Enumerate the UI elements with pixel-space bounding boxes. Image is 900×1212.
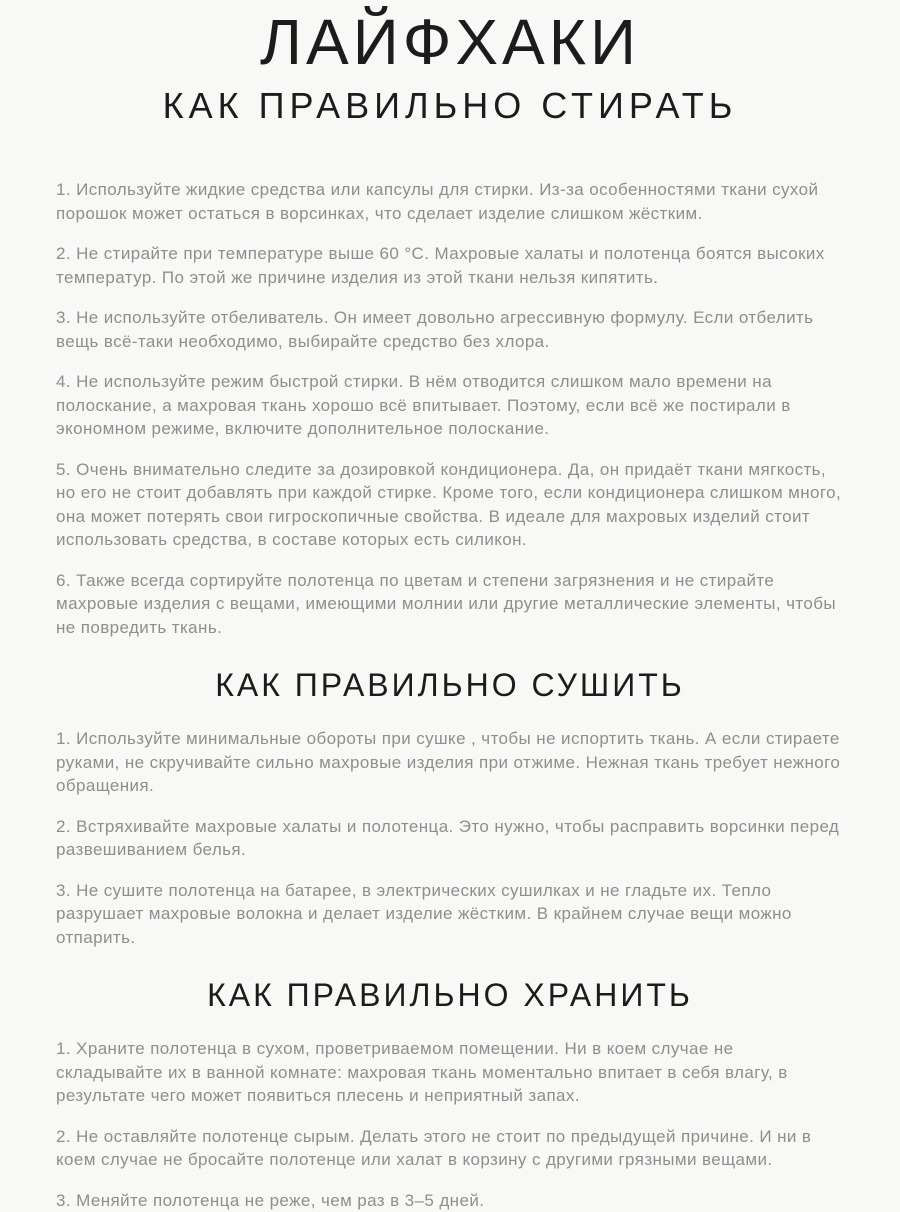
lifehacks-page bbox=[0, 4, 900, 1204]
page-title: ЛАЙФХАКИ bbox=[56, 4, 844, 80]
storing-tip-2: 2. Не оставляйте полотенце сырым. Делать этого не стоит по предыдущей причине. И ни в коем случае не бросайте полотенце или халат в корзину с другими грязными вещами. bbox=[56, 1125, 844, 1172]
section-heading-drying: КАК ПРАВИЛЬНО СУШИТЬ bbox=[56, 666, 844, 704]
washing-tip-6: 6. Также всегда сортируйте полотенца по цветам и степени загрязнения и не стирайте махровые изделия с вещами, имеющими молнии или другие металлические элементы, чтобы не повредить ткань. bbox=[56, 569, 844, 640]
section-washing bbox=[56, 178, 844, 639]
washing-tip-5: 5. Очень внимательно следите за дозировкой кондиционера. Да, он придаёт ткани мягкость, но его не стоит добавлять при каждой стирке. Кроме того, если кондиционера слишком много, она может потерять свои гигроскопичные свойства. В идеале для махровых изделий стоит использовать средства, в составе которых есть силикон. bbox=[56, 458, 844, 552]
section-storing bbox=[56, 976, 844, 1212]
page-subtitle: КАК ПРАВИЛЬНО СТИРАТЬ bbox=[56, 84, 844, 128]
drying-tip-1: 1. Используйте минимальные обороты при сушке , чтобы не испортить ткань. А если стираете руками, не скручивайте сильно махровые изделия при отжиме. Нежная ткань требует нежного обращения. bbox=[56, 727, 844, 798]
drying-tip-3: 3. Не сушите полотенца на батарее, в электрических сушилках и не гладьте их. Тепло разрушает махровые волокна и делает изделие жёстким. В крайнем случае вещи можно отпарить. bbox=[56, 879, 844, 950]
section-drying bbox=[56, 666, 844, 949]
washing-tip-2: 2. Не стирайте при температуре выше 60 °С. Махровые халаты и полотенца боятся высоких температур. По этой же причине изделия из этой ткани нельзя кипятить. bbox=[56, 242, 844, 289]
section-heading-storing: КАК ПРАВИЛЬНО ХРАНИТЬ bbox=[56, 976, 844, 1014]
storing-tip-1: 1. Храните полотенца в сухом, проветриваемом помещении. Ни в коем случае не складывайте их в ванной комнате: махровая ткань моментально впитает в себя влагу, в результате чего может появиться плесень и неприятный запах. bbox=[56, 1037, 844, 1108]
washing-tip-3: 3. Не используйте отбеливатель. Он имеет довольно агрессивную формулу. Если отбелить вещь всё-таки необходимо, выбирайте средство без хлора. bbox=[56, 306, 844, 353]
storing-tip-3: 3. Меняйте полотенца не реже, чем раз в 3–5 дней. bbox=[56, 1189, 844, 1212]
washing-tip-1: 1. Используйте жидкие средства или капсулы для стирки. Из-за особенностями ткани сухой порошок может остаться в ворсинках, что сделает изделие слишком жёстким. bbox=[56, 178, 844, 225]
drying-tip-2: 2. Встряхивайте махровые халаты и полотенца. Это нужно, чтобы расправить ворсинки перед развешиванием белья. bbox=[56, 815, 844, 862]
washing-tip-4: 4. Не используйте режим быстрой стирки. В нём отводится слишком мало времени на полоскание, а махровая ткань хорошо всё впитывает. Поэтому, если всё же постирали в экономном режиме, включите дополнительное полоскание. bbox=[56, 370, 844, 441]
